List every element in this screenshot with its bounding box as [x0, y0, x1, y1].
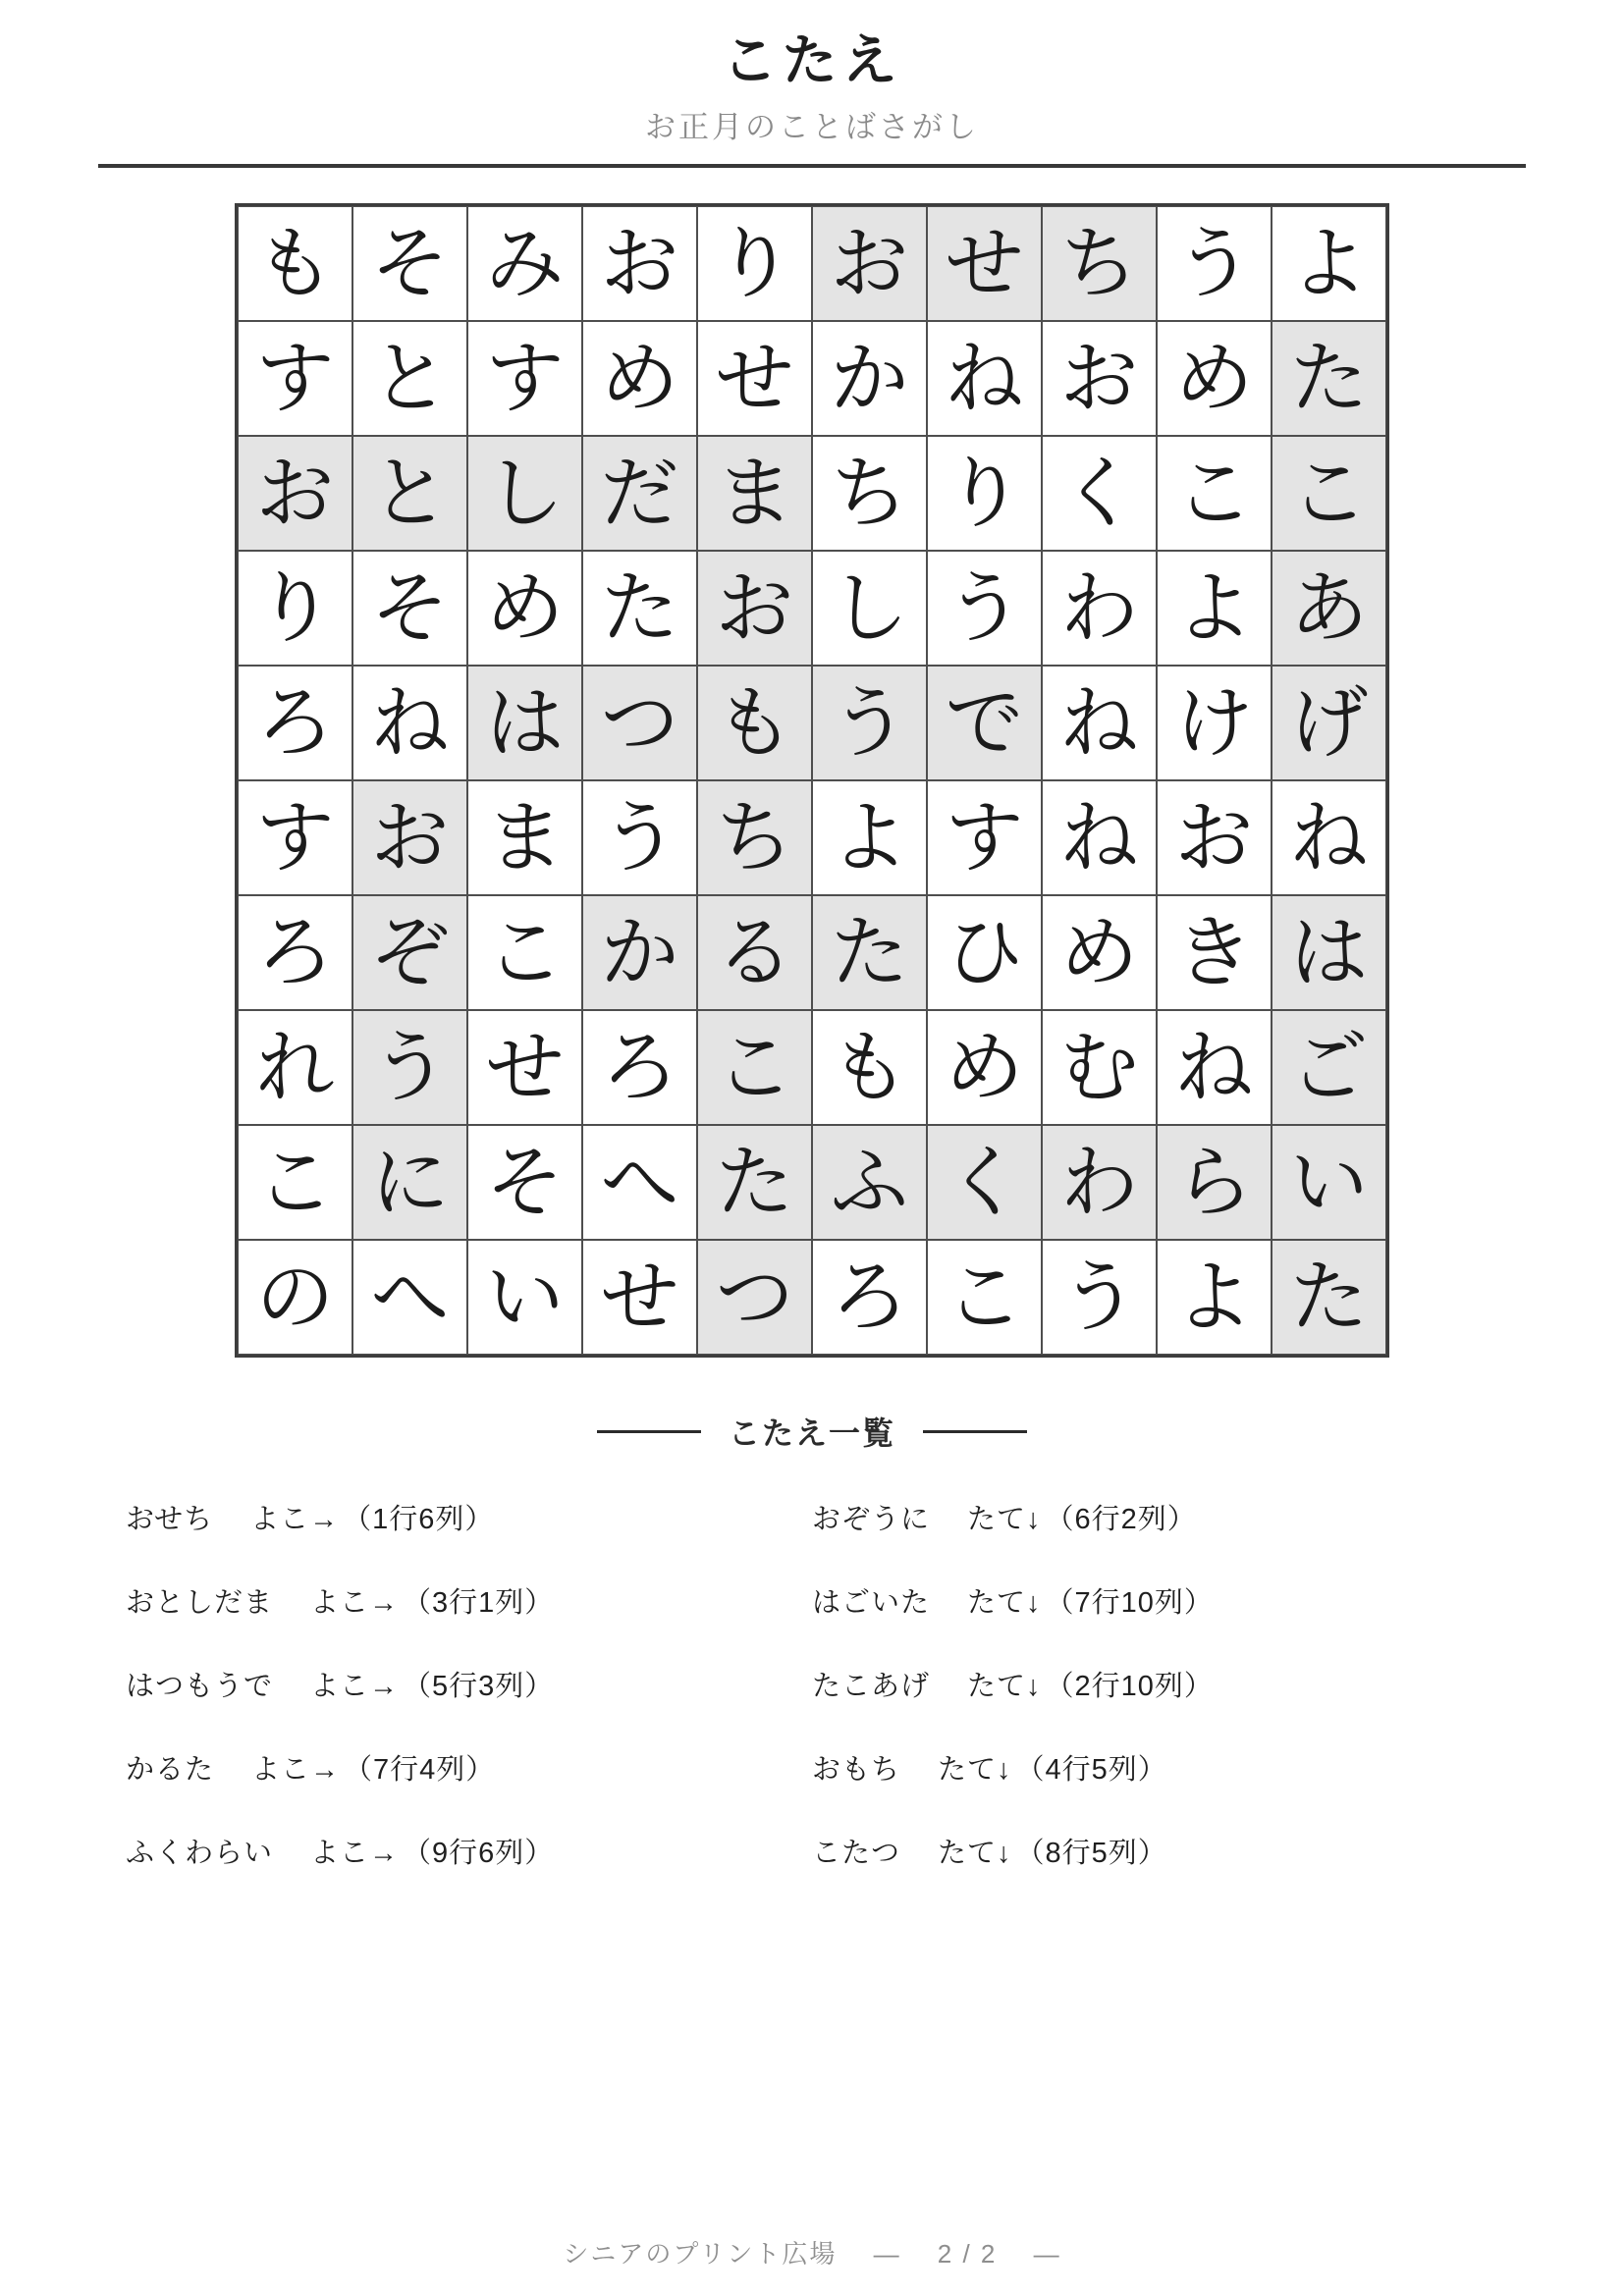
grid-cell-r1-c3: み — [467, 206, 582, 321]
answer-direction: たて↓ — [938, 1754, 1012, 1787]
grid-cell-r5-c7: で — [927, 666, 1042, 780]
grid-cell-r9-c9: ら — [1157, 1125, 1272, 1240]
grid-cell-r2-c4: め — [582, 321, 697, 436]
answer-direction: たて↓ — [938, 1838, 1012, 1870]
grid-cell-r3-c8: く — [1042, 436, 1157, 551]
answer-item — [126, 1747, 812, 1788]
grid-cell-r5-c4: つ — [582, 666, 697, 780]
grid-cell-r9-c4: へ — [582, 1125, 697, 1240]
answer-position: （5行3列） — [403, 1671, 555, 1703]
answer-word: はごいた — [812, 1587, 931, 1620]
grid-cell-r3-c5: ま — [697, 436, 812, 551]
grid-cell-r2-c2: と — [352, 321, 467, 436]
answers-list — [0, 1497, 1624, 1914]
answer-direction: たて↓ — [967, 1587, 1042, 1620]
grid-cell-r8-c4: ろ — [582, 1010, 697, 1125]
grid-cell-r8-c10: ご — [1272, 1010, 1386, 1125]
grid-cell-r6-c8: ね — [1042, 780, 1157, 895]
grid-cell-r8-c6: も — [812, 1010, 927, 1125]
grid-cell-r6-c7: す — [927, 780, 1042, 895]
heading-line-right — [923, 1430, 1027, 1433]
grid-cell-r6-c2: お — [352, 780, 467, 895]
grid-cell-r3-c4: だ — [582, 436, 697, 551]
grid-cell-r5-c5: も — [697, 666, 812, 780]
grid-cell-r6-c9: お — [1157, 780, 1272, 895]
answer-word: おとしだま — [126, 1587, 274, 1620]
grid-cell-r4-c8: わ — [1042, 551, 1157, 666]
grid-cell-r8-c7: め — [927, 1010, 1042, 1125]
grid-cell-r7-c5: る — [697, 895, 812, 1010]
grid-cell-r8-c1: れ — [238, 1010, 352, 1125]
grid-cell-r1-c10: よ — [1272, 206, 1386, 321]
answer-position: （8行5列） — [1015, 1838, 1167, 1870]
answer-direction: よこ→ — [251, 1754, 341, 1787]
grid-cell-r1-c4: お — [582, 206, 697, 321]
grid-cell-r1-c1: も — [238, 206, 352, 321]
grid-cell-r3-c3: し — [467, 436, 582, 551]
footer-site-name: シニアのプリント広場 — [563, 2239, 838, 2269]
grid-cell-r7-c8: め — [1042, 895, 1157, 1010]
grid-cell-r4-c3: め — [467, 551, 582, 666]
grid-cell-r9-c10: い — [1272, 1125, 1386, 1240]
grid-cell-r4-c2: そ — [352, 551, 467, 666]
grid-cell-r10-c9: よ — [1157, 1240, 1272, 1355]
answer-position: （1行6列） — [343, 1504, 495, 1536]
grid-cell-r4-c4: た — [582, 551, 697, 666]
grid-cell-r6-c3: ま — [467, 780, 582, 895]
answers-heading — [0, 1409, 1624, 1454]
grid-cell-r9-c8: わ — [1042, 1125, 1157, 1240]
answer-direction: たて↓ — [967, 1504, 1042, 1536]
grid-cell-r10-c5: つ — [697, 1240, 812, 1355]
page-footer — [0, 2234, 1624, 2270]
answer-word: はつもうで — [126, 1671, 274, 1703]
grid-cell-r2-c7: ね — [927, 321, 1042, 436]
grid-cell-r8-c9: ね — [1157, 1010, 1272, 1125]
grid-cell-r8-c2: う — [352, 1010, 467, 1125]
grid-cell-r9-c7: く — [927, 1125, 1042, 1240]
grid-cell-r6-c4: う — [582, 780, 697, 895]
grid-cell-r2-c5: せ — [697, 321, 812, 436]
answer-word: かるた — [126, 1754, 215, 1787]
grid-cell-r9-c6: ふ — [812, 1125, 927, 1240]
answer-item — [126, 1664, 812, 1704]
grid-cell-r3-c10: こ — [1272, 436, 1386, 551]
grid-cell-r4-c10: あ — [1272, 551, 1386, 666]
answer-direction: たて↓ — [967, 1671, 1042, 1703]
grid-cell-r3-c1: お — [238, 436, 352, 551]
grid-cell-r5-c9: け — [1157, 666, 1272, 780]
grid-cell-r3-c7: り — [927, 436, 1042, 551]
grid-cell-r7-c6: た — [812, 895, 927, 1010]
grid-cell-r10-c3: い — [467, 1240, 582, 1355]
grid-cell-r1-c2: そ — [352, 206, 467, 321]
answer-direction: よこ→ — [250, 1504, 340, 1536]
grid-cell-r3-c2: と — [352, 436, 467, 551]
answers-column-vertical — [812, 1497, 1498, 1914]
answer-word: おせち — [126, 1504, 214, 1536]
grid-cell-r4-c9: よ — [1157, 551, 1272, 666]
grid-cell-r7-c2: ぞ — [352, 895, 467, 1010]
grid-cell-r7-c7: ひ — [927, 895, 1042, 1010]
footer-dash-left: — — [873, 2239, 901, 2269]
answer-item — [812, 1831, 1498, 1871]
grid-cell-r1-c9: う — [1157, 206, 1272, 321]
answer-word: おもち — [812, 1754, 901, 1787]
grid-cell-r10-c6: ろ — [812, 1240, 927, 1355]
answer-position: （6行2列） — [1045, 1504, 1197, 1536]
grid-cell-r7-c4: か — [582, 895, 697, 1010]
grid-cell-r7-c1: ろ — [238, 895, 352, 1010]
answer-item — [126, 1580, 812, 1621]
answer-item — [812, 1580, 1498, 1621]
grid-cell-r5-c2: ね — [352, 666, 467, 780]
grid-cell-r6-c10: ね — [1272, 780, 1386, 895]
answer-position: （2行10列） — [1045, 1671, 1214, 1703]
grid-cell-r1-c5: り — [697, 206, 812, 321]
grid-cell-r4-c1: り — [238, 551, 352, 666]
grid-cell-r4-c7: う — [927, 551, 1042, 666]
grid-cell-r7-c10: は — [1272, 895, 1386, 1010]
grid-cell-r9-c1: こ — [238, 1125, 352, 1240]
grid-cell-r3-c9: こ — [1157, 436, 1272, 551]
answer-item — [126, 1497, 812, 1537]
answers-column-horizontal — [126, 1497, 812, 1914]
grid-cell-r2-c9: め — [1157, 321, 1272, 436]
grid-cell-r9-c3: そ — [467, 1125, 582, 1240]
answer-direction: よこ→ — [310, 1587, 400, 1620]
grid-cell-r1-c8: ち — [1042, 206, 1157, 321]
grid-cell-r6-c6: よ — [812, 780, 927, 895]
grid-cell-r9-c2: に — [352, 1125, 467, 1240]
answer-item — [812, 1664, 1498, 1704]
answer-position: （4行5列） — [1015, 1754, 1167, 1787]
grid-cell-r10-c1: の — [238, 1240, 352, 1355]
answer-position: （7行4列） — [344, 1754, 496, 1787]
grid-cell-r7-c9: き — [1157, 895, 1272, 1010]
heading-line-left — [597, 1430, 701, 1433]
grid-cell-r10-c8: う — [1042, 1240, 1157, 1355]
answer-direction: よこ→ — [310, 1838, 400, 1870]
answer-item — [812, 1747, 1498, 1788]
grid-cell-r10-c4: せ — [582, 1240, 697, 1355]
answer-direction: よこ→ — [310, 1671, 400, 1703]
grid-cell-r5-c10: げ — [1272, 666, 1386, 780]
grid-cell-r4-c6: し — [812, 551, 927, 666]
word-search-grid — [235, 203, 1389, 1358]
grid-cell-r3-c6: ち — [812, 436, 927, 551]
grid-cell-r1-c7: せ — [927, 206, 1042, 321]
grid-cell-r7-c3: こ — [467, 895, 582, 1010]
grid-cell-r10-c10: た — [1272, 1240, 1386, 1355]
grid-cell-r6-c5: ち — [697, 780, 812, 895]
answer-word: おぞうに — [812, 1504, 931, 1536]
page-title: こたえ — [722, 29, 902, 91]
page-header — [0, 0, 1624, 168]
grid-cell-r10-c7: こ — [927, 1240, 1042, 1355]
grid-cell-r2-c10: た — [1272, 321, 1386, 436]
footer-dash-right: — — [1033, 2239, 1061, 2269]
answer-item — [812, 1497, 1498, 1537]
grid-cell-r6-c1: す — [238, 780, 352, 895]
answer-position: （3行1列） — [403, 1587, 555, 1620]
answer-position: （9行6列） — [403, 1838, 555, 1870]
grid-cell-r10-c2: へ — [352, 1240, 467, 1355]
answer-word: たこあげ — [812, 1671, 931, 1703]
answer-item — [126, 1831, 812, 1871]
grid-cell-r4-c5: お — [697, 551, 812, 666]
header-divider — [98, 164, 1526, 168]
answer-word: ふくわらい — [126, 1838, 274, 1870]
answer-word: こたつ — [812, 1838, 901, 1870]
grid-cell-r5-c8: ね — [1042, 666, 1157, 780]
footer-page-number: 2 / 2 — [937, 2239, 998, 2269]
grid-cell-r2-c6: か — [812, 321, 927, 436]
page-subtitle: お正月のことばさがし — [645, 110, 979, 145]
grid-cell-r8-c3: せ — [467, 1010, 582, 1125]
grid-cell-r5-c6: う — [812, 666, 927, 780]
grid-cell-r5-c1: ろ — [238, 666, 352, 780]
grid-cell-r2-c1: す — [238, 321, 352, 436]
grid-cell-r9-c5: た — [697, 1125, 812, 1240]
grid-cell-r2-c8: お — [1042, 321, 1157, 436]
answers-heading-label: こたえ一覧 — [728, 1415, 895, 1452]
grid-cell-r2-c3: す — [467, 321, 582, 436]
grid-cell-r8-c8: む — [1042, 1010, 1157, 1125]
answer-position: （7行10列） — [1045, 1587, 1214, 1620]
grid-cell-r1-c6: お — [812, 206, 927, 321]
grid-cell-r8-c5: こ — [697, 1010, 812, 1125]
grid-cell-r5-c3: は — [467, 666, 582, 780]
